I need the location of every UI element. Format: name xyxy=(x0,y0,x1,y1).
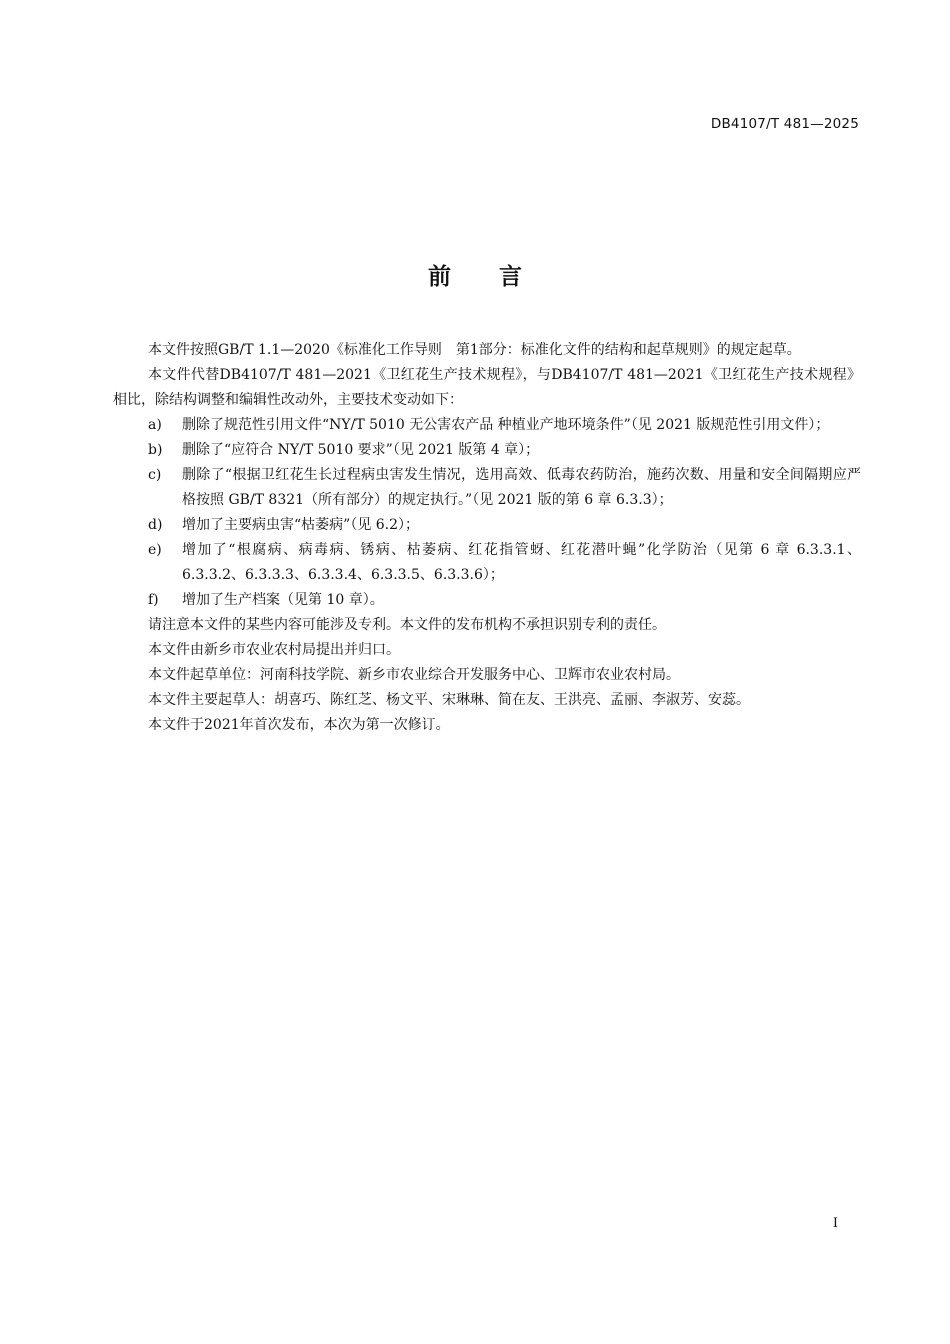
paragraph-drafting-units: 本文件起草单位：河南科技学院、新乡市农业综合开发服务中心、卫辉市农业农村局。 xyxy=(148,667,680,683)
list-marker: c) xyxy=(148,467,162,483)
changes-list xyxy=(148,413,861,613)
paragraph-history: 本文件于2021年首次发布，本次为第一次修订。 xyxy=(148,717,450,733)
list-marker: e) xyxy=(148,542,162,558)
list-marker: b) xyxy=(148,442,163,458)
list-item xyxy=(113,588,861,613)
paragraph-proposer: 本文件由新乡市农业农村局提出并归口。 xyxy=(148,642,400,658)
document-code: DB4107/T 481—2025 xyxy=(710,116,859,132)
list-item-text: 删除了规范性引用文件“NY/T 5010 无公害农产品 种植业产地环境条件”（见 2021 版规范性引用文件）； xyxy=(182,417,830,433)
list-item xyxy=(113,513,861,538)
list-item-text: 删除了“根据卫红花生长过程病虫害发生情况，选用高效、低毒农药防治，施药次数、用量和安全间隔期应严格按照 GB/T 8321（所有部分）的规定执行。”（见 2021 版的第 6 章 6.3.3）； xyxy=(182,467,861,508)
list-marker: d) xyxy=(148,517,163,533)
paragraph-drafters: 本文件主要起草人：胡喜巧、陈红芝、杨文平、宋琳琳、简在友、王洪亮、孟丽、李淑芳、安蕊。 xyxy=(148,692,750,708)
title-char-2: 言 xyxy=(499,264,522,290)
list-marker: a) xyxy=(148,417,162,433)
list-item xyxy=(113,413,861,438)
paragraph-drafting-rule: 本文件按照GB/T 1.1—2020《标准化工作导则 第1部分：标准化文件的结构和起草规则》的规定起草。 xyxy=(148,342,801,358)
list-marker: f) xyxy=(148,592,159,608)
paragraph-patent-notice: 请注意本文件的某些内容可能涉及专利。本文件的发布机构不承担识别专利的责任。 xyxy=(148,617,666,633)
paragraph-replacement: 本文件代替DB4107/T 481—2021《卫红花生产技术规程》，与DB4107/T 481—2021《卫红花生产技术规程》相比，除结构调整和编辑性改动外，主要技术变动如下： xyxy=(113,367,861,408)
page-number: I xyxy=(832,1216,838,1231)
list-item xyxy=(113,538,861,588)
list-item-text: 增加了生产档案（见第 10 章）。 xyxy=(182,592,384,608)
title-char-1: 前 xyxy=(428,264,451,290)
list-item-text: 删除了“应符合 NY/T 5010 要求”（见 2021 版第 4 章）； xyxy=(182,442,540,458)
list-item xyxy=(113,438,861,463)
list-item-text: 增加了“根腐病、病毒病、锈病、枯萎病、红花指管蚜、红花潜叶蝇”化学防治（见第 6 章 6.3.3.1、6.3.3.2、6.3.3.3、6.3.3.4、6.3.3.5、6.3.3.6）； xyxy=(182,542,861,583)
foreword-body xyxy=(113,338,861,738)
list-item-text: 增加了主要病虫害“枯萎病”（见 6.2）； xyxy=(182,517,420,533)
list-item xyxy=(113,463,861,513)
page-title xyxy=(0,258,950,291)
